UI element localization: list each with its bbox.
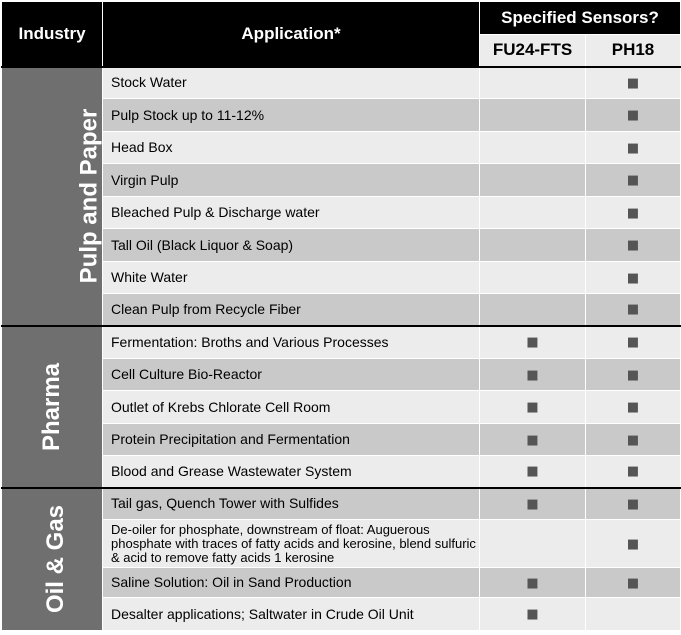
- fu24-fts-mark: [480, 488, 586, 520]
- ph18-mark: [586, 359, 681, 391]
- header-specified-sensors: Specified Sensors?: [480, 2, 681, 35]
- table-row: [2, 67, 681, 99]
- ph18-mark: [586, 164, 681, 197]
- application-cell: Desalter applications; Saltwater in Crude Oil Unit: [103, 598, 480, 631]
- header-industry: Industry: [2, 2, 103, 67]
- industry-group-label: Pharma: [2, 326, 103, 488]
- sensor-mark-icon: ■: [626, 335, 640, 351]
- sensor-mark-icon: ■: [526, 367, 539, 383]
- sensor-mark-icon: ■: [626, 536, 640, 552]
- sensor-mark-icon: ■: [526, 575, 539, 591]
- sensor-mark-icon: ■: [626, 496, 640, 512]
- industry-group-label: Pulp and Paper: [2, 67, 103, 326]
- sensor-mark-icon: ■: [526, 335, 539, 351]
- ph18-mark: [586, 424, 681, 456]
- sensor-mark-icon: ■: [626, 270, 640, 286]
- fu24-fts-mark: [480, 424, 586, 456]
- fu24-fts-mark: [480, 520, 586, 568]
- table-row: [2, 598, 681, 631]
- application-cell: Pulp Stock up to 11-12%: [103, 99, 480, 132]
- ph18-mark: [586, 326, 681, 359]
- sensor-mark-icon: ■: [526, 464, 539, 480]
- ph18-mark: [586, 132, 681, 164]
- ph18-mark: [586, 391, 681, 424]
- ph18-mark: [586, 598, 681, 631]
- ph18-mark: [586, 99, 681, 132]
- fu24-fts-mark: [480, 326, 586, 359]
- table-row: [2, 326, 681, 359]
- application-cell: Outlet of Krebs Chlorate Cell Room: [103, 391, 480, 424]
- application-cell: Protein Precipitation and Fermentation: [103, 424, 480, 456]
- sensor-mark-icon: ■: [626, 173, 640, 188]
- sensor-mark-icon: ■: [626, 108, 640, 123]
- fu24-fts-mark: [480, 568, 586, 598]
- sensor-mark-icon: ■: [626, 302, 640, 318]
- fu24-fts-mark: [480, 164, 586, 197]
- sensor-mark-icon: ■: [626, 575, 640, 591]
- application-cell: Tall Oil (Black Liquor & Soap): [103, 229, 480, 262]
- fu24-fts-mark: [480, 99, 586, 132]
- application-cell: Cell Culture Bio-Reactor: [103, 359, 480, 391]
- ph18-mark: [586, 456, 681, 488]
- ph18-mark: [586, 488, 681, 520]
- fu24-fts-mark: [480, 391, 586, 424]
- fu24-fts-mark: [480, 456, 586, 488]
- sensor-mark-icon: ■: [526, 400, 539, 415]
- table-row: [2, 488, 681, 520]
- table-row: [2, 520, 681, 568]
- sensor-mark-icon: ■: [626, 238, 640, 253]
- fu24-fts-mark: [480, 262, 586, 294]
- sensor-mark-icon: ■: [626, 400, 640, 415]
- ph18-mark: [586, 568, 681, 598]
- application-cell: Head Box: [103, 132, 480, 164]
- fu24-fts-mark: [480, 197, 586, 229]
- header-application: Application*: [103, 2, 480, 67]
- header-sensor-fu24-fts: FU24-FTS: [480, 35, 586, 67]
- sensor-mark-icon: ■: [526, 432, 539, 448]
- table-row: [2, 294, 681, 326]
- ph18-mark: [586, 294, 681, 326]
- ph18-mark: [586, 197, 681, 229]
- table-row: [2, 568, 681, 598]
- table-row: [2, 456, 681, 488]
- fu24-fts-mark: [480, 294, 586, 326]
- application-cell: Stock Water: [103, 67, 480, 99]
- application-cell: Blood and Grease Wastewater System: [103, 456, 480, 488]
- sensor-mark-icon: ■: [626, 140, 640, 156]
- table-row: [2, 391, 681, 424]
- application-cell: Bleached Pulp & Discharge water: [103, 197, 480, 229]
- sensor-mark-icon: ■: [626, 432, 640, 448]
- ph18-mark: [586, 229, 681, 262]
- sensor-mark-icon: ■: [626, 367, 640, 383]
- ph18-mark: [586, 520, 681, 568]
- ph18-mark: [586, 262, 681, 294]
- sensor-mark-icon: ■: [526, 607, 539, 622]
- fu24-fts-mark: [480, 67, 586, 99]
- industry-group-label: Oil & Gas: [2, 488, 103, 631]
- sensor-mark-icon: ■: [626, 75, 640, 91]
- header-sensor-ph18: PH18: [586, 35, 681, 67]
- sensor-mark-icon: ■: [626, 205, 640, 221]
- table-row: [2, 424, 681, 456]
- ph18-mark: [586, 67, 681, 99]
- fu24-fts-mark: [480, 229, 586, 262]
- fu24-fts-mark: [480, 598, 586, 631]
- application-cell: Saline Solution: Oil in Sand Production: [103, 568, 480, 598]
- sensor-mark-icon: ■: [526, 496, 539, 512]
- table-row: [2, 359, 681, 391]
- fu24-fts-mark: [480, 132, 586, 164]
- sensor-application-table: [1, 1, 681, 631]
- application-cell: De-oiler for phosphate, downstream of float: Auguerous phosphate with traces of fatty acids and kerosine, blend sulfuric & acid to remove fatty acids 1 kerosine: [103, 520, 480, 568]
- fu24-fts-mark: [480, 359, 586, 391]
- application-cell: Fermentation: Broths and Various Processes: [103, 326, 480, 359]
- application-cell: Tail gas, Quench Tower with Sulfides: [103, 488, 480, 520]
- sensor-mark-icon: ■: [626, 464, 640, 480]
- application-cell: White Water: [103, 262, 480, 294]
- application-cell: Clean Pulp from Recycle Fiber: [103, 294, 480, 326]
- application-cell: Virgin Pulp: [103, 164, 480, 197]
